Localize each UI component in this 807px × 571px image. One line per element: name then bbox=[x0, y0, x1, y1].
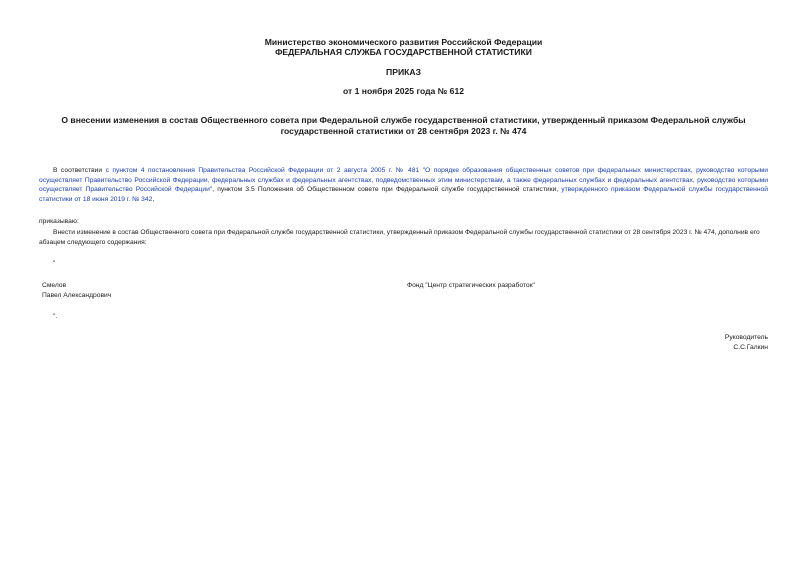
order-title: О внесении изменения в состав Общественного совета при Федеральной службе государственной статистики, утвержденный приказом Федеральной службы государственной статистики от 28 сентября 2023 г. № 474 bbox=[61, 115, 746, 136]
preamble-mid: , пунктом 3.5 Положения об Общественном совете при Федеральной службе государственной статистики, bbox=[212, 186, 562, 194]
signature-title: Руководитель bbox=[724, 334, 768, 341]
preamble-lead: В соответствии bbox=[53, 167, 106, 174]
orders-word: приказываю: bbox=[39, 218, 79, 225]
member-names: Павел Александрович bbox=[42, 292, 112, 299]
body-paragraph bbox=[39, 228, 768, 247]
preamble-tail: , bbox=[152, 195, 155, 203]
service-name: ФЕДЕРАЛЬНАЯ СЛУЖБА ГОСУДАРСТВЕННОЙ СТАТИСТИКИ bbox=[275, 47, 532, 57]
preamble-paragraph bbox=[39, 166, 768, 204]
preamble-link-resolution[interactable]: с пунктом 4 постановления Правительства Российской Федерации от 2 августа 2005 г. № 481 "О порядке образования общественных советов при федеральных министерствах, руководство которыми осуществляет Правительство Российской Федерации, федеральных службах и федеральных агентствах, подведомственных этим министерствам, а также федеральных службах и федеральных агентствах, руководство которыми осуществляет Правительство Российской Федерации" bbox=[39, 167, 769, 194]
body-paragraph-text: Внести изменение в состав Общественного совета при Федеральной службе государственной статистики, утвержденный приказом Федеральной службы государственной статистики от 28 сентября 2023 г. № 474, дополнив его абзацем следующего содержания: bbox=[39, 229, 760, 246]
member-surname: Смелов bbox=[42, 282, 67, 289]
order-date-number: от 1 ноября 2025 года № 612 bbox=[342, 86, 465, 96]
order-heading: ПРИКАЗ bbox=[386, 67, 421, 77]
ministry-name: Министерство экономического развития Российской Федерации bbox=[264, 37, 543, 47]
quote-close: ". bbox=[53, 313, 58, 320]
member-organization: Фонд "Центр стратегических разработок" bbox=[407, 282, 535, 289]
preamble-link-regulation[interactable]: утвержденного приказом Федеральной службы государственной статистики от 18 июня 2019 г. № 342 bbox=[39, 186, 768, 203]
signature-name: С.С.Галкин bbox=[733, 344, 768, 351]
quote-open: " bbox=[53, 260, 56, 267]
